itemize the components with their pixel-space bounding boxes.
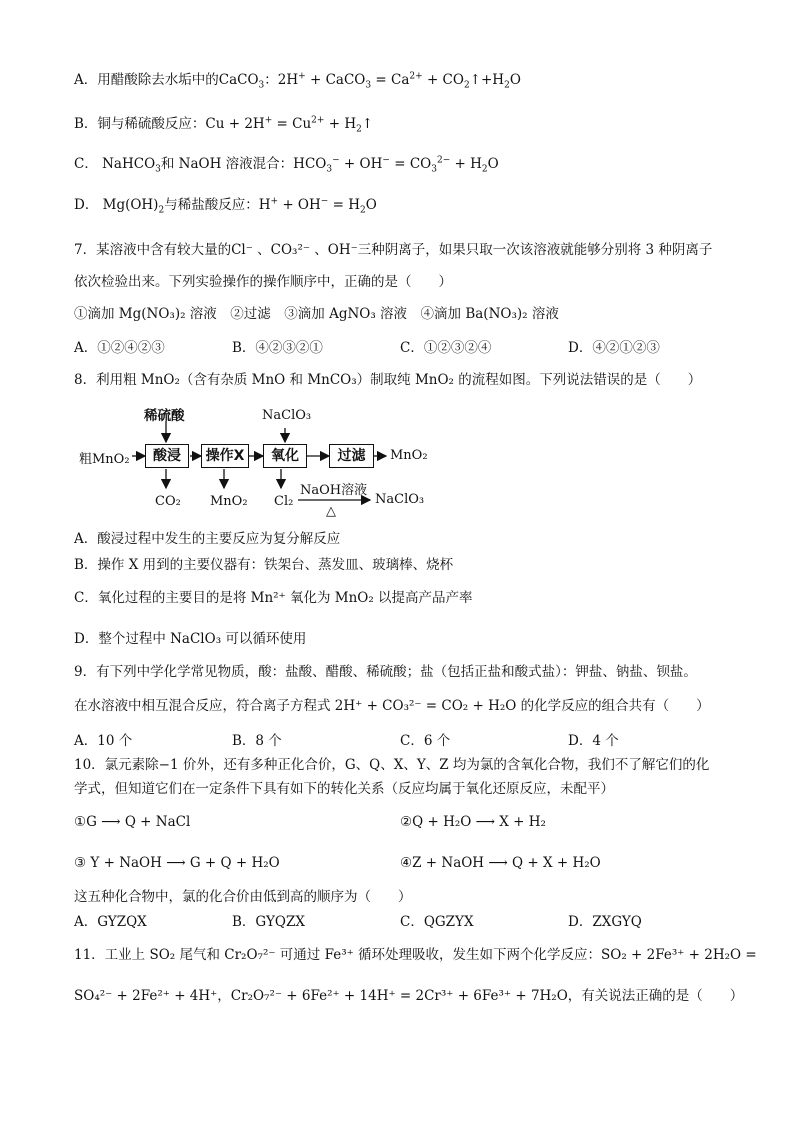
q6-option-c: C． NaHCO$_3$和 NaOH 溶液混合：$HCO_3^- + OH^- = CO_3^{2-} + H_2O$ [74,155,499,175]
arrow-reagent-naoh: NaOH溶液 [300,483,368,498]
start-material: 粗MnO₂ [79,452,130,467]
byproduct-mno2: MnO₂ [210,494,248,509]
arrow-condition-heat: △ [326,504,336,519]
q8-option-b: B．操作 X 用到的主要仪器有：铁架台、蒸发皿、玻璃棒、烧杯 [74,557,454,573]
q7-stem-line1: 7．某溶液中含有较大量的Cl⁻ 、CO₃²⁻ 、OH⁻三种阴离子，如果只取一次该溶液就能够分别将 3 种阴离子 [74,242,713,258]
step-operation-x: 操作X [201,444,249,468]
byproduct-co2: CO₂ [155,494,181,509]
byproduct-cl2: Cl₂ [274,494,294,509]
reagent-naclo3: NaClO₃ [262,408,312,423]
q10-stem-line2: 学式，但知道它们在一定条件下具有如下的转化关系（反应均属于氧化还原反应，未配平） [74,781,614,797]
q10-option-c: C．QGZYX [400,914,474,930]
q8-option-d: D．整个过程中 NaClO₃ 可以循环使用 [74,631,307,647]
reagent-sulfuric-acid: 稀硫酸 [144,408,185,424]
q9-option-b: B．8 个 [232,733,282,749]
q10-reaction-3: ③ Y + NaOH ⟶ G + Q + H₂O [74,855,280,871]
q6-option-b: B．铜与稀硫酸反应：$Cu + 2H^+ = Cu^{2+}$ + $H_2↑$ [74,115,374,135]
q7-option-a: A．①②④②③ [74,340,165,356]
q10-stem-line3: 这五种化合物中，氯的化合价由低到高的顺序为（ ） [74,889,412,905]
step-oxidation: 氧化 [263,444,307,468]
q10-reaction-2: ②Q + H₂O ⟶ X + H₂ [400,814,546,830]
step-acid-leach: 酸浸 [145,444,189,468]
final-product: MnO₂ [390,448,428,463]
q6-option-d: D． $Mg(OH)_2$与稀盐酸反应：$H^+ + OH^- = H_2O$ [74,196,377,216]
q7-option-b: B．④②③②① [232,340,323,356]
recycled-naclo3: NaClO₃ [375,492,425,507]
q6-option-a: A．用醋酸除去水垢中的CaCO$_3$：2H+ + CaCO$_3$ = $Ca^{2+}$ + $CO_2↑+H_2O$ [74,71,521,91]
q10-stem-line1: 10．氯元素除−1 价外，还有多种正化合价，G、Q、X、Y、Z 均为氯的含氧化合物，我们不了解它们的化 [74,757,710,773]
q10-option-d: D．ZXGYQ [568,914,642,930]
q9-option-c: C．6 个 [400,733,451,749]
q11-stem-line1: 11．工业上 SO₂ 尾气和 Cr₂O₇²⁻ 可通过 Fe³⁺ 循环处理吸收，发生如下两个化学反应：SO₂ + 2Fe³⁺ + 2H₂O = [74,947,757,963]
q10-option-b: B．GYQZX [232,914,305,930]
q7-option-d: D．④②①②③ [568,340,660,356]
q9-option-d: D．4 个 [568,733,619,749]
q8-option-c: C．氧化过程的主要目的是将 Mn²⁺ 氧化为 MnO₂ 以提高产品产率 [74,590,473,606]
q10-option-a: A．GYZQX [74,914,147,930]
q10-reaction-4: ④Z + NaOH ⟶ Q + X + H₂O [400,855,601,871]
q8-stem: 8．利用粗 MnO₂（含有杂质 MnO 和 MnCO₃）制取纯 MnO₂ 的流程如图。下列说法错误的是（ ） [74,372,702,388]
step-filtration: 过滤 [329,444,374,468]
q9-option-a: A．10 个 [74,733,133,749]
q11-stem-line2: SO₄²⁻ + 2Fe²⁺ + 4H⁺，Cr₂O₇²⁻ + 6Fe²⁺ + 14H⁺ = 2Cr³⁺ + 6Fe³⁺ + 7H₂O，有关说法正确的是（ ） [74,988,744,1004]
q9-stem-line2: 在水溶液中相互混合反应，符合离子方程式 2H⁺ + CO₃²⁻ = CO₂ + H₂O 的化学反应的组合共有（ ） [74,698,710,714]
q8-flow-diagram [0,395,794,525]
q7-stem-line2: 依次检验出来。下列实验操作的操作顺序中，正确的是（ ） [74,274,452,290]
q7-operations: ①滴加 Mg(NO₃)₂ 溶液 ②过滤 ③滴加 AgNO₃ 溶液 ④滴加 Ba(NO₃)₂ 溶液 [74,306,559,322]
q7-option-c: C．①②③②④ [400,340,492,356]
q9-stem-line1: 9．有下列中学化学常见物质，酸：盐酸、醋酸、稀硫酸；盐（包括正盐和酸式盐）：钾盐、钠盐、钡盐。 [74,664,697,680]
q8-option-a: A．酸浸过程中发生的主要反应为复分解反应 [74,531,341,547]
q10-reaction-1: ①G ⟶ Q + NaCl [74,814,191,830]
